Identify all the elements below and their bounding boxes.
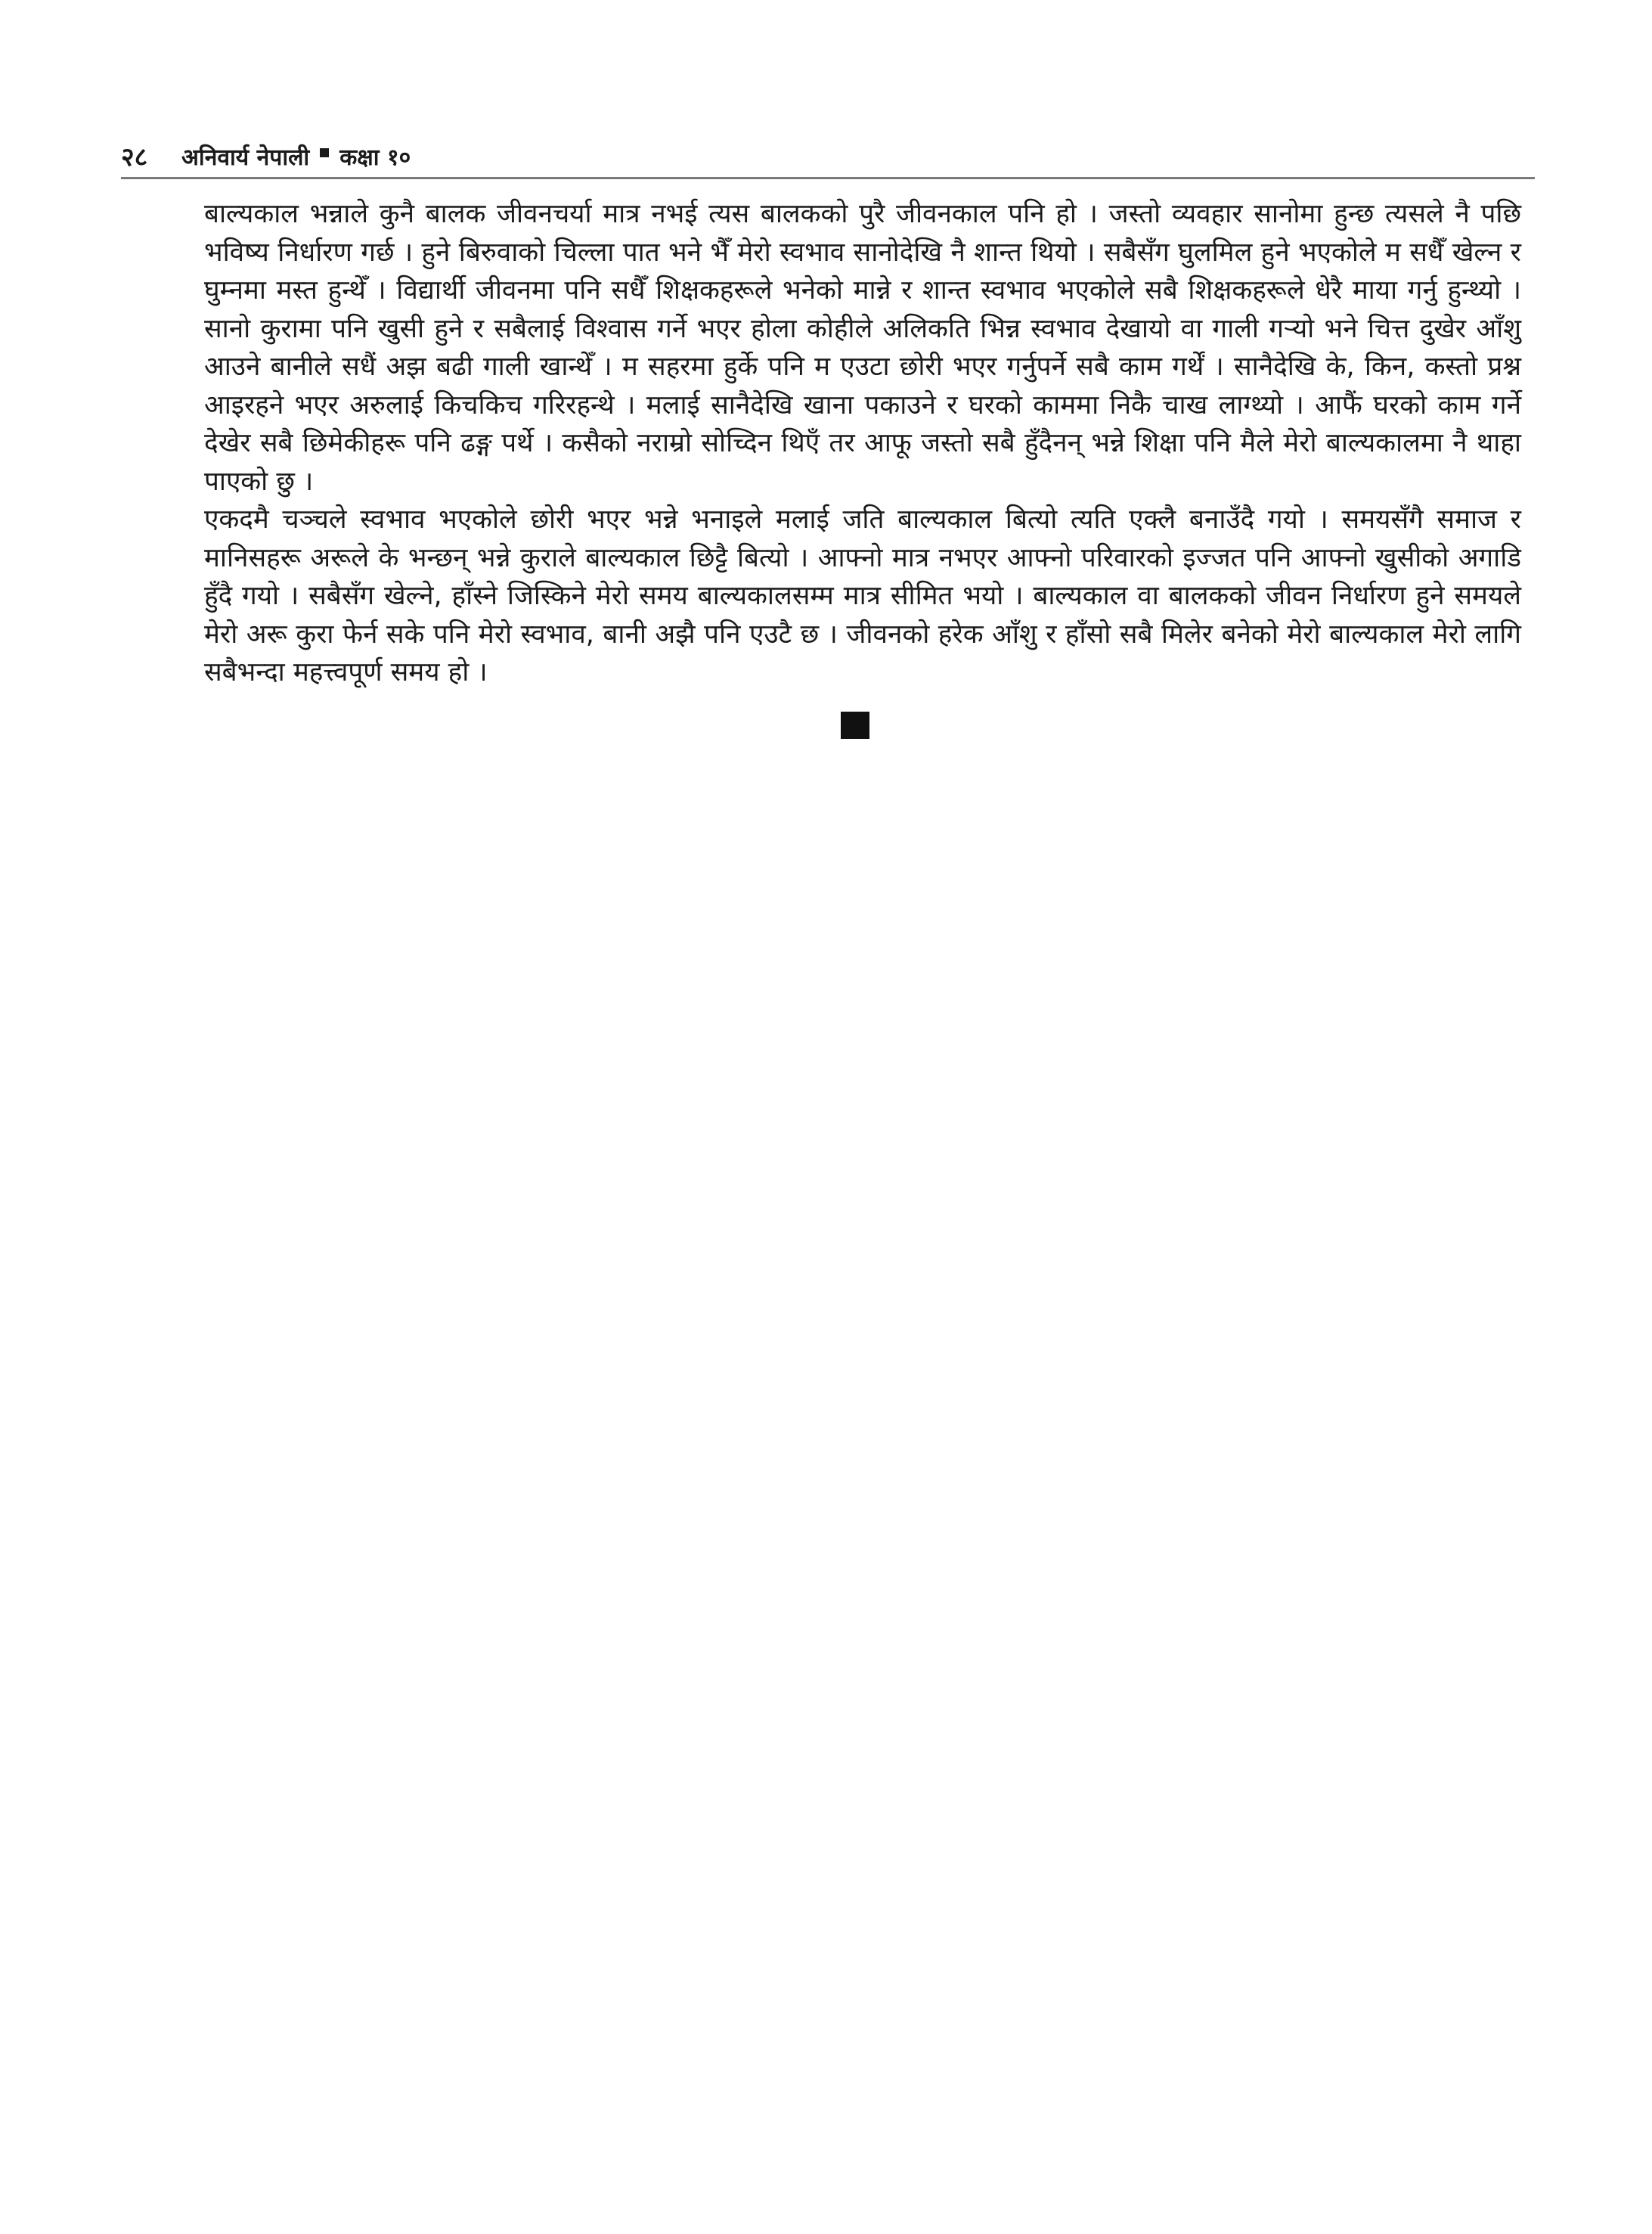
page-number: २८ bbox=[121, 142, 148, 172]
essay-paragraph-1: बाल्यकाल भन्नाले कुनै बालक जीवनचर्या मात्र नभई त्यस बालकको पुरै जीवनकाल पनि हो । जस्तो व्यवहार सानोमा हुन्छ त्यसले नै पछि भविष्य निर्धारण गर्छ । हुने बिरुवाको चिल्ला पात भने भैँ मेरो स्वभाव सानोदेखि नै शान्त थियो । सबैसँग घुलमिल हुने भएकोले म सधैँ खेल्न र घुम्नमा मस्त हुन्थेँ । विद्यार्थी जीवनमा पनि सधैँ शिक्षकहरूले भनेको मान्ने र शान्त स्वभाव भएकोले सबै शिक्षकहरूले धेरै माया गर्नु हुन्थ्यो । सानो कुरामा पनि खुसी हुने र सबैलाई विश्वास गर्ने भएर होला कोहीले अलिकति भिन्न स्वभाव देखायो वा गाली गऱ्यो भने चित्त दुखेर आँशु आउने बानीले सधैं अझ बढी गाली खान्थेँ । म सहरमा हुर्के पनि म एउटा छोरी भएर गर्नुपर्ने सबै काम गर्थें । सानैदेखि के, किन, कस्तो प्रश्न आइरहने भएर अरुलाई किचकिच गरिरहन्थे । मलाई सानैदेखि खाना पकाउने र घरको काममा निकै चाख लाग्थ्यो । आफैं घरको काम गर्ने देखेर सबै छिमेकीहरू पनि ढङ्ग पर्थे । कसैको नराम्रो सोच्दिन थिएँ तर आफू जस्तो सबै हुँदैनन् भन्ने शिक्षा पनि मैले मेरो बाल्यकालमा नै थाहा पाएको छु । bbox=[204, 199, 1522, 497]
end-of-text-square bbox=[841, 712, 869, 739]
header-rule bbox=[121, 177, 1535, 179]
book-title: अनिवार्य नेपाली bbox=[181, 144, 310, 171]
page-header bbox=[121, 133, 1535, 178]
essay-body bbox=[204, 195, 1521, 739]
header-separator-square bbox=[320, 148, 329, 157]
essay-paragraph-2: एकदमै चञ्चले स्वभाव भएकोले छोरी भएर भन्ने भनाइले मलाई जति बाल्यकाल बित्यो त्यति एक्लै बनाउँदै गयो । समयसँगै समाज र मानिसहरू अरूले के भन्छन् भन्ने कुराले बाल्यकाल छिट्टै बित्यो । आफ्नो मात्र नभएर आफ्नो परिवारको इज्जत पनि आफ्नो खुसीको अगाडि हुँदै गयो । सबैसँग खेल्ने, हाँस्ने जिस्किने मेरो समय बाल्यकालसम्म मात्र सीमित भयो । बाल्यकाल वा बालकको जीवन निर्धारण हुने समयले मेरो अरू कुरा फेर्न सके पनि मेरो स्वभाव, बानी अझै पनि एउटै छ । जीवनको हरेक आँशु र हाँसो सबै मिलेर बनेको मेरो बाल्यकाल मेरो लागि सबैभन्दा महत्त्वपूर्ण समय हो । bbox=[204, 504, 1521, 687]
class-label: कक्षा १० bbox=[339, 144, 411, 171]
